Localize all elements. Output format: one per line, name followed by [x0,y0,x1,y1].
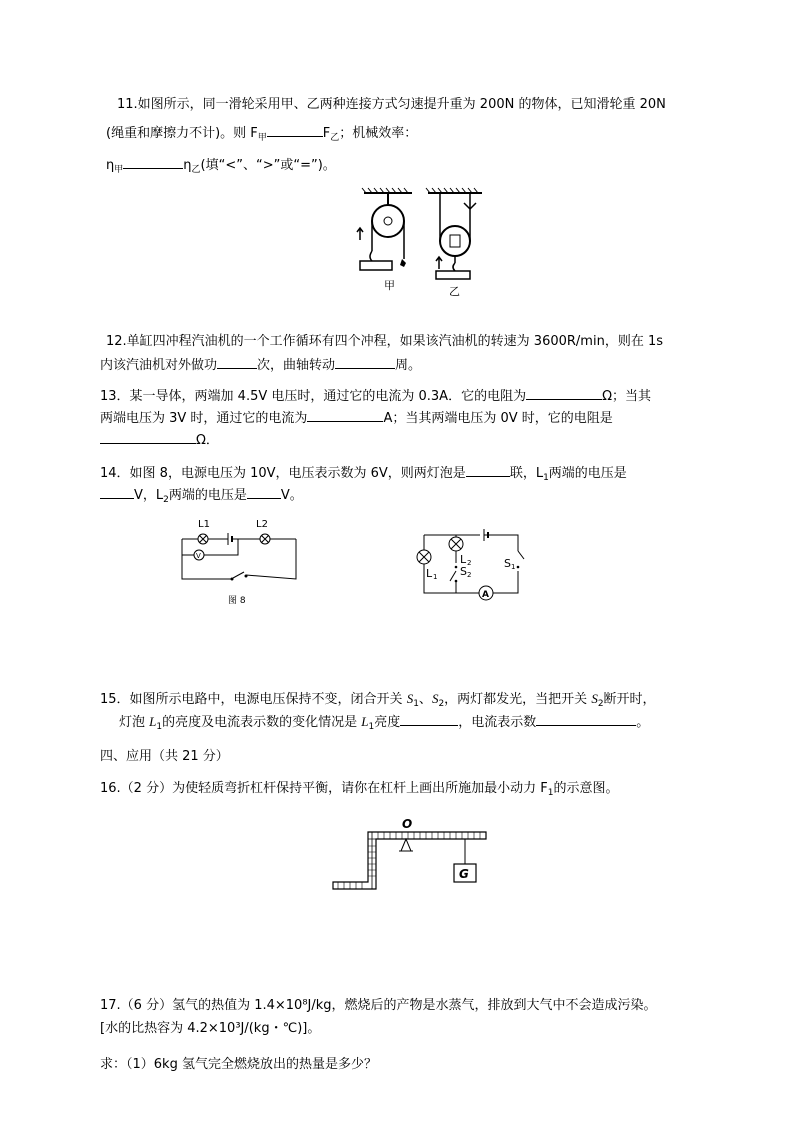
q14-text: 两端的电压是 [548,466,627,481]
fig2-s2-sub: 2 [467,571,472,579]
fig2-s2-label: S [460,565,467,578]
section-title: 四、应用（共 21 分） [100,749,229,764]
fig8-caption: 图 8 [228,596,246,606]
ceiling-jia [362,188,412,193]
label-yi: 乙 [449,285,460,298]
q14-text: 14．如图 8，电源电压为 10V，电压表示数为 6V，则两灯泡是 [100,466,466,481]
pivot-o-label: O [402,817,413,831]
q11-text: η [106,158,115,173]
fig8-switch [233,572,244,578]
q16-text: 的示意图。 [553,781,619,796]
weight-g-label: G [459,867,469,881]
q15-line1 [100,690,656,713]
q13-blank-2[interactable] [307,408,383,422]
fig8-v-label: V [196,552,201,560]
q11-line2 [106,123,417,147]
q15-text: 亮度 [374,715,401,730]
q13-blank-1[interactable] [526,386,602,400]
fulcrum-icon [401,839,411,851]
q15-blank-1[interactable] [400,712,458,726]
q15-text: 、 [418,692,432,707]
pulley-figure [350,185,490,300]
q12-text: 内该汽油机对外做功 [100,358,218,373]
q11-sub: 乙 [330,133,340,143]
q14-line1 [100,463,627,487]
fig2-switch-s2 [450,571,456,581]
q17-line1: 17.（6 分）氢气的热值为 1.4×10⁸J/kg，燃烧后的产物是水蒸气，排放到大气中不会造成污染。 [100,998,657,1013]
q15-text: ，电流表示数 [458,715,537,730]
fig8-l1-label: L1 [198,519,210,530]
weight-jia [360,261,392,270]
circuit-figure-2 [412,515,522,600]
circuit-figure-8 [176,515,306,610]
q11-text: ；机械效率： [339,126,418,141]
q13-text: 13．某一导体，两端加 4.5V 电压时，通过它的电流为 0.3A．它的电阻为 [100,389,527,404]
q15-text: ，两灯都发光，当把开关 [444,692,592,707]
q15-blank-2[interactable] [536,712,636,726]
q15-sub: 1 [413,699,419,709]
q15-text: 的亮度及电流表示数的变化情况是 [162,715,362,730]
fig2-l1-sub: 1 [433,573,438,581]
q11-text: F [322,126,331,141]
q15-var: S [431,691,439,706]
q15-sub: 2 [438,699,445,709]
q11-text: (绳重和摩擦力不计)。则 F [106,126,258,141]
q14-blank-1[interactable] [466,463,510,477]
q15-sub: 1 [368,722,375,732]
fig2-l2-label: L [460,553,467,566]
q16-sub: 1 [547,788,554,798]
q15-text: 灯泡 [119,715,150,730]
q11-sub: 乙 [191,165,201,175]
q14-sub: 2 [163,495,169,505]
q12-text: 周。 [395,358,422,373]
q11-blank-1[interactable] [267,123,323,137]
lever-figure [328,812,493,897]
q14-text: V。 [280,488,303,503]
q15-text: 15．如图所示电路中，电源电压保持不变，闭合开关 [100,692,407,707]
q12-text: 次，曲轴转动 [257,358,336,373]
label-jia: 甲 [384,279,395,292]
q14-line2 [100,485,303,509]
q15-var: S [406,691,414,706]
q15-sub: 1 [156,722,163,732]
q15-text: 。 [636,715,650,730]
q17-line3: 求：（1）6kg 氢气完全燃烧放出的热量是多少？ [100,1057,377,1072]
weight-yi [436,271,470,279]
q16-text: 16.（2 分）为使轻质弯折杠杆保持平衡，请你在杠杆上画出所施加最小动力 F [100,781,548,796]
q14-blank-2[interactable] [100,485,134,499]
q11-sub: 甲 [114,165,124,175]
q15-text: 断开时， [603,692,656,707]
q13-line2 [100,408,613,428]
fig2-l2-sub: 2 [467,559,472,567]
q11-blank-2[interactable] [123,155,183,169]
q15-var: L [149,714,157,729]
q11-text: η [183,158,192,173]
q12-blank-1[interactable] [217,355,257,369]
q11-text: (填“<”、“>”或“=”)。 [200,158,336,173]
q11-sub: 甲 [257,133,267,143]
q15-var: S [591,691,598,706]
q12-line2 [100,355,421,375]
q14-text: V，L [134,488,164,503]
q14-text: 两端的电压是 [168,488,247,503]
q15-var: L [361,714,369,729]
fig2-a-label: A [482,590,489,600]
arrow-up-icon [436,257,442,269]
fig8-l2-label: L2 [256,519,268,530]
q15-sub: 2 [597,699,604,709]
q12-blank-2[interactable] [335,355,395,369]
q15-line2 [119,712,649,736]
fig2-s1-label: S [504,557,511,570]
q17-line2: [水的比热容为 4.2×10³J/(kg・℃)]。 [100,1021,321,1036]
q12-line1: 12.单缸四冲程汽油机的一个工作循环有四个冲程，如果该汽油机的转速为 3600R/min，则在 1s [106,334,663,349]
q14-text: 联，L [509,466,544,481]
q14-blank-3[interactable] [247,485,281,499]
q13-text: A；当其两端电压为 0V 时，它的电阻是 [383,411,613,426]
q13-text: Ω． [196,433,219,448]
ceiling-yi [426,188,482,193]
arrow-up-icon [357,228,363,240]
q16-line [100,780,618,802]
q13-line3 [100,430,219,450]
q13-text: 两端电压为 3V 时，通过它的电流为 [100,411,308,426]
fig2-l1-label: L [426,567,433,580]
q13-blank-3[interactable] [100,430,196,444]
q11-line3 [106,155,336,179]
q14-sub: 1 [543,473,549,483]
q13-text: Ω；当其 [602,389,652,404]
q11-line1: 11.如图所示，同一滑轮采用甲、乙两种连接方式匀速提升重为 200N 的物体，已知滑轮重 20N [117,97,666,112]
q13-line1 [100,386,651,406]
fig2-s1-sub: 1 [511,563,516,571]
